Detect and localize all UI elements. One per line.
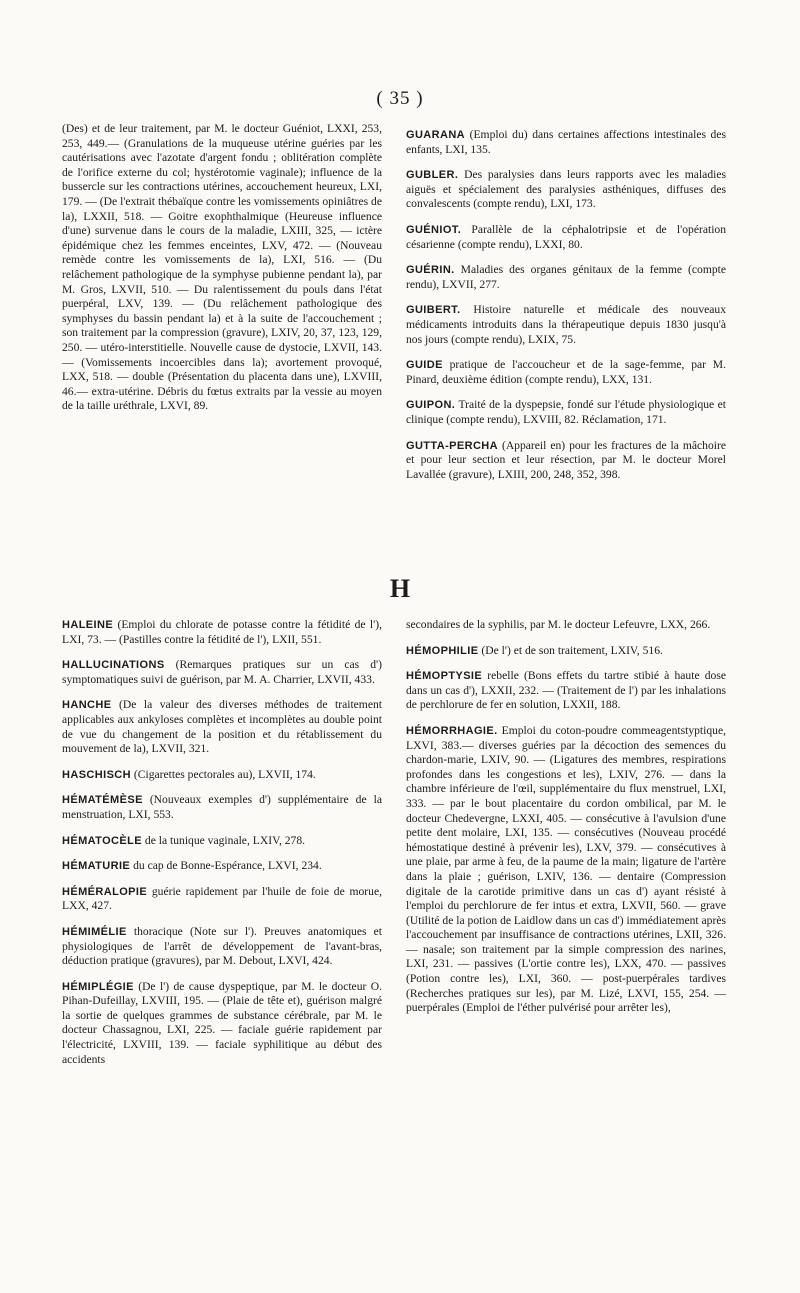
entry-text: Histoire naturelle et médicale des nouveaux médicaments introduits dans la thérapeutique depuis 1830 jusqu'à nos jours (compte rendu), LXIX, 75.	[406, 303, 726, 346]
entry-text: (Appareil en) pour les fractures de la mâchoire et pour leur section et leur résection, par M. le docteur Morel Lavallée (gravure), LXIII, 200, 248, 352, 398.	[406, 438, 726, 481]
index-entry	[62, 658, 382, 687]
entry-text: (De la valeur des diverses méthodes de traitement applicables aux ankyloses complètes et incomplètes au double point de vue du changement de la position et du rétablissement du mouvement de la), LXVII, 321.	[62, 698, 382, 756]
index-entry	[62, 834, 382, 849]
column-top-left	[62, 122, 382, 425]
entry-heading: HÉMOPTYSIE	[406, 670, 483, 683]
entry-heading: HALEINE	[62, 619, 114, 631]
entry-heading: HÉMIMÉLIE	[62, 925, 127, 938]
entry-text: (Cigarettes pectorales au), LXVII, 174.	[133, 767, 316, 781]
entry-heading: HÉMATOCÈLE	[62, 834, 142, 847]
entry-text: (Nouveaux exemples d') supplémentaire de la menstruation, LXI, 553.	[62, 793, 382, 821]
entry-text: Traité de la dyspepsie, fondé sur l'étude physiologique et clinique (compte rendu), LXVIII, 82. Réclamation, 171.	[406, 398, 726, 426]
entry-heading: HÉMATÉMÈSE	[62, 794, 143, 807]
column-bottom-right	[406, 618, 726, 1027]
entry-heading: GUÉNIOT.	[406, 223, 462, 236]
index-entry	[406, 644, 726, 659]
entry-heading: GUIDE	[406, 359, 443, 372]
index-entry	[62, 925, 382, 969]
entry-text: guérie rapidement par l'huile de foie de morue, LXX, 427.	[62, 884, 382, 913]
index-entry	[406, 669, 726, 713]
entry-heading: HASCHISCH	[62, 768, 131, 781]
entry-text: (De l') de cause dyspeptique, par M. le docteur O. Pihan-Dufeillay, LXVIII, 195. — (Plaie de tête et), guérison malgré la sortie de quelques grammes de substance cérébrale, par M. le docteur Chassagnou, LXI, 225. — faciale guérie rapidement par l'électricité, LXVIII, 139. — faciale syphilitique au début des accidents	[62, 979, 382, 1066]
index-entry	[406, 223, 726, 252]
index-entry	[62, 122, 382, 414]
index-entry	[62, 859, 382, 874]
entry-heading: HANCHE	[62, 699, 112, 712]
index-entry	[62, 980, 382, 1068]
entry-text: (Emploi du chlorate de potasse contre la fétidité de l'), LXI, 73. — (Pastilles contre la fétidité de l'), LXII, 551.	[62, 618, 382, 646]
entry-text: Emploi du coton-poudre commeagentstyptique, LXVI, 383.— diverses guéries par la décoction des semences du chardon-marie, LXIV, 90. — (Ligatures des membres, respirations profondes dans les congestions et les), LXIV, 276. — dans la chambre inférieure de l'œil, supplémentaire du flux menstruel, LXI, 333. — par le bout placentaire du cordon ombilical, par M. le docteur Chedevergne, LXXI, 405. — consécutive à l'avulsion d'une petite dent molaire, LXI, 135. — consécutives (Nouveau procédé hémostatique destiné à prévenir les), LXV, 379. — consécutives à une plaie, par arme à feu, de la paume de la main; ligature de l'artère dans la plaie ; guérison, LXIV, 136. — dentaire (Compression digitale de la carotide primitive dans un cas d') ayant résisté à l'emploi du perchlorure de fer intus et extra, LXVII, 560. — grave (Utilité de la potion de Laidlow dans un cas d') immédiatement après l'accouchement par insuffisance de contractions utérines, LXII, 326. — nasale; son traitement par la simple compression des narines, LXI, 231. — passives (L'ortie contre les), LXX, 470. — passives (Potion contre les), LXI, 360. — post-puerpérales tardives (Recherches pratiques sur les), par M. Lizé, LXVI, 155, 254. — puerpérales (Emploi de l'éther pulvérisé pour arrêter les),	[406, 723, 726, 1015]
entry-text: thoracique (Note sur l'). Preuves anatomiques et physiologiques de l'arrêt de développement de l'avant-bras, déduction pratique (gravures), par M. Debout, LXVI, 424.	[62, 924, 382, 968]
entry-text: Des paralysies dans leurs rapports avec les maladies aiguës et spécialement des paralysies asthéniques, diffuses des convalescents (compte rendu), LXI, 173.	[406, 168, 726, 211]
entry-heading: HALLUCINATIONS	[62, 659, 165, 672]
entry-text: secondaires de la syphilis, par M. le docteur Lefeuvre, LXX, 266.	[406, 618, 711, 631]
entry-text: (Emploi du) dans certaines affections intestinales des enfants, LXI, 135.	[406, 128, 727, 156]
entry-text: Maladies des organes génitaux de la femme (compte rendu), LXVII, 277.	[406, 263, 726, 291]
entry-heading: GUIBERT.	[406, 304, 461, 317]
index-entry	[406, 168, 726, 212]
entry-text: rebelle (Bons effets du tartre stibié à haute dose dans un cas d'), LXXII, 232. — (Traitement de l') par les inhalations de perchlorure de fer en solution, LXXII, 188.	[406, 669, 726, 712]
entry-text: Parallèle de la céphalotripsie et de l'opération césarienne (compte rendu), LXXI, 80.	[406, 222, 727, 251]
entry-text: de la tunique vaginale, LXIV, 278.	[144, 833, 306, 847]
entry-heading: HÉMORRHAGIE.	[406, 724, 498, 737]
index-entry	[406, 618, 726, 633]
entry-heading: HÉMÉRALOPIE	[62, 885, 148, 898]
entry-text: pratique de l'accoucheur et de la sage-femme, par M. Pinard, deuxième édition (compte rendu), LXX, 131.	[406, 358, 726, 386]
index-entry	[406, 439, 726, 483]
index-entry	[62, 698, 382, 756]
column-top-right	[406, 128, 726, 493]
index-entry	[62, 768, 382, 783]
entry-text: (De l') et de son traitement, LXIV, 516.	[481, 643, 663, 657]
entry-heading: HÉMOPHILIE	[406, 644, 479, 657]
index-entry	[62, 793, 382, 822]
index-entry	[406, 128, 726, 157]
page-number: ( 35 )	[376, 88, 424, 109]
entry-heading: GUÉRIN.	[406, 264, 455, 277]
entry-heading: GUBLER.	[406, 169, 459, 182]
entry-heading: HÉMATURIE	[62, 860, 131, 873]
entry-text: du cap de Bonne-Espérance, LXVI, 234.	[133, 859, 322, 873]
column-bottom-left	[62, 618, 382, 1078]
entry-heading: GUARANA	[406, 129, 466, 141]
index-entry	[406, 303, 726, 347]
entry-text: (Remarques pratiques sur un cas d') symptomatiques suivi de guérison, par M. A. Charrier, LXVII, 433.	[62, 658, 382, 686]
entry-heading: GUIPON.	[406, 399, 456, 412]
index-entry	[406, 358, 726, 387]
entry-text: (Des) et de leur traitement, par M. le docteur Guéniot, LXXI, 253, 253, 449.— (Granulations de la muqueuse utérine guéries par les cautérisations avec l'azotate d'argent fondu ; oblitération complète de l'orifice externe du col; hystérotomie vaginale); influence de la bussercle sur les contractions utérines, accouchement heureux, LXI, 179. — (De l'extrait thébaïque contre les vomissements opiniâtres de la), LXXII, 518. — Goitre exophthalmique (Heureuse influence d'une) survenue dans le cours de la maladie, LXIII, 325, — ictère épidémique chez les femmes enceintes, LXV, 472. — (Nouveau remède contre les vomissements de la), LXI, 516. — (Du relâchement pathologique de la symphyse pubienne pendant la), par M. Gros, LXVII, 510. — Du ralentissement du pouls dans l'état puerpéral, LXV, 139. — (Du relâchement pathologique des symphyses du bassin pendant la) et à la suite de l'accouchement ; son traitement par la compression (gravure), LXIV, 20, 37, 123, 129, 250. — utéro-interstitielle. Nouvelle cause de dystocie, LXVII, 143. — (Vomissements incoercibles dans la); avortement provoqué, LXX, 518. — double (Présentation du placenta dans une), LXVIII, 46.— extra-utérine. Débris du fœtus extraits par la vessie au moyen de la taille uréthrale, LXVI, 89.	[62, 122, 382, 413]
index-entry	[62, 885, 382, 914]
section-letter: H	[389, 574, 411, 603]
entry-heading: HÉMIPLÉGIE	[62, 980, 134, 993]
index-entry	[406, 724, 726, 1016]
index-entry	[406, 263, 726, 292]
index-entry	[406, 398, 726, 427]
entry-heading: GUTTA-PERCHA	[406, 439, 498, 452]
index-entry	[62, 618, 382, 647]
